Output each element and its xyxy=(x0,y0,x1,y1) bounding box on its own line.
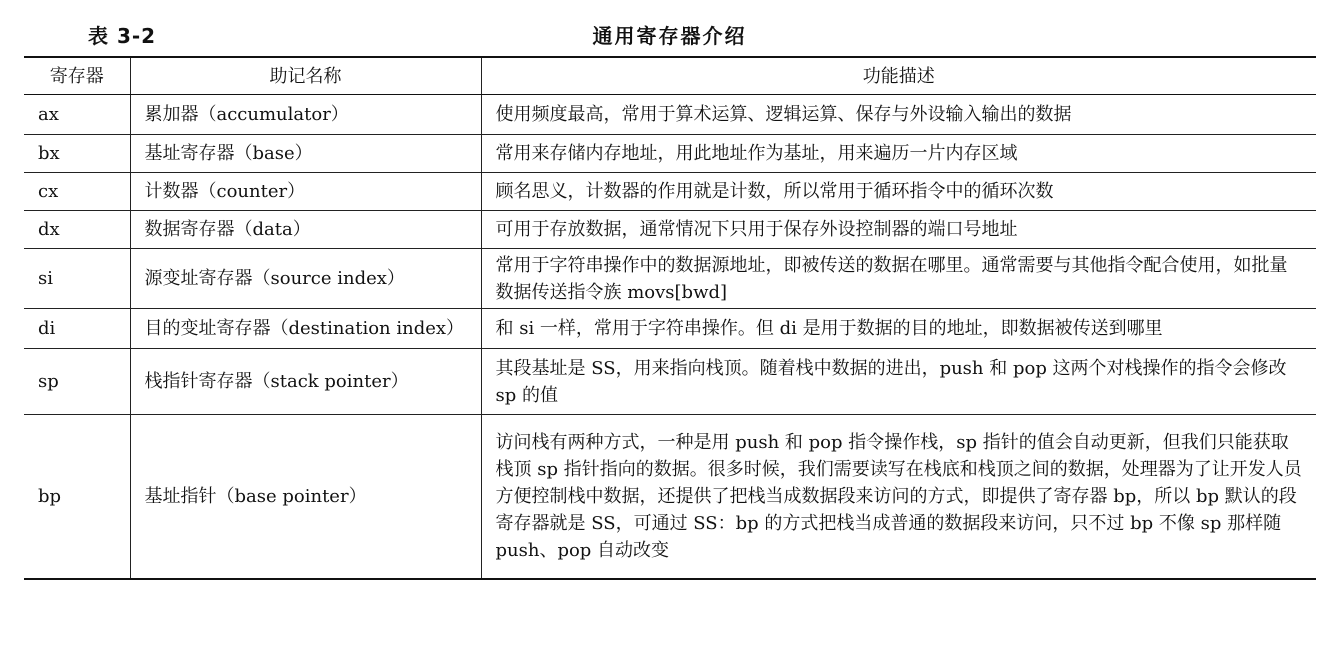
register-cell: si xyxy=(24,249,130,309)
mnemonic-cell: 目的变址寄存器（destination index） xyxy=(130,309,481,349)
mnemonic-cell: 计数器（counter） xyxy=(130,173,481,211)
mnemonic-cell: 基址寄存器（base） xyxy=(130,135,481,173)
description-cell: 访问栈有两种方式，一种是用 push 和 pop 指令操作栈，sp 指针的值会自动更新，但我们只能获取栈顶 sp 指针指向的数据。很多时候，我们需要读写在栈底和栈顶之间的数据，处理器为了让开发人员方便控制栈中数据，还提供了把栈当成数据段来访问的方式，即提供了寄存器 bp，所以 bp 默认的段寄存器就是 SS，可通过 SS：bp 的方式把栈当成普通的数据段来访问，只不过 bp 不像 sp 那样随 push、pop 自动改变 xyxy=(481,415,1316,579)
table-row xyxy=(24,349,1316,415)
header-mnemonic: 助记名称 xyxy=(130,57,481,95)
description-cell: 和 si 一样，常用于字符串操作。但 di 是用于数据的目的地址，即数据被传送到哪里 xyxy=(481,309,1316,349)
header-row xyxy=(24,57,1316,95)
register-cell: dx xyxy=(24,211,130,249)
register-cell: di xyxy=(24,309,130,349)
table-row xyxy=(24,211,1316,249)
registers-table xyxy=(24,56,1316,580)
table-row xyxy=(24,173,1316,211)
register-cell: bx xyxy=(24,135,130,173)
table-row xyxy=(24,309,1316,349)
table-row xyxy=(24,249,1316,309)
description-cell: 常用来存储内存地址，用此地址作为基址，用来遍历一片内存区域 xyxy=(481,135,1316,173)
description-cell: 常用于字符串操作中的数据源地址，即被传送的数据在哪里。通常需要与其他指令配合使用，如批量数据传送指令族 movs[bwd] xyxy=(481,249,1316,309)
mnemonic-cell: 源变址寄存器（source index） xyxy=(130,249,481,309)
register-cell: ax xyxy=(24,95,130,135)
table-caption xyxy=(0,14,1339,50)
header-register: 寄存器 xyxy=(24,57,130,95)
register-cell: cx xyxy=(24,173,130,211)
description-cell: 使用频度最高，常用于算术运算、逻辑运算、保存与外设输入输出的数据 xyxy=(481,95,1316,135)
table-title: 通用寄存器介绍 xyxy=(592,24,747,48)
description-cell: 顾名思义，计数器的作用就是计数，所以常用于循环指令中的循环次数 xyxy=(481,173,1316,211)
mnemonic-cell: 基址指针（base pointer） xyxy=(130,415,481,579)
mnemonic-cell: 数据寄存器（data） xyxy=(130,211,481,249)
mnemonic-cell: 栈指针寄存器（stack pointer） xyxy=(130,349,481,415)
table-row xyxy=(24,95,1316,135)
register-cell: bp xyxy=(24,415,130,579)
description-cell: 可用于存放数据，通常情况下只用于保存外设控制器的端口号地址 xyxy=(481,211,1316,249)
register-cell: sp xyxy=(24,349,130,415)
header-description: 功能描述 xyxy=(481,57,1316,95)
table-row xyxy=(24,135,1316,173)
table-row xyxy=(24,415,1316,579)
table-number: 表 3-2 xyxy=(88,24,157,48)
mnemonic-cell: 累加器（accumulator） xyxy=(130,95,481,135)
description-cell: 其段基址是 SS，用来指向栈顶。随着栈中数据的进出，push 和 pop 这两个对栈操作的指令会修改 sp 的值 xyxy=(481,349,1316,415)
